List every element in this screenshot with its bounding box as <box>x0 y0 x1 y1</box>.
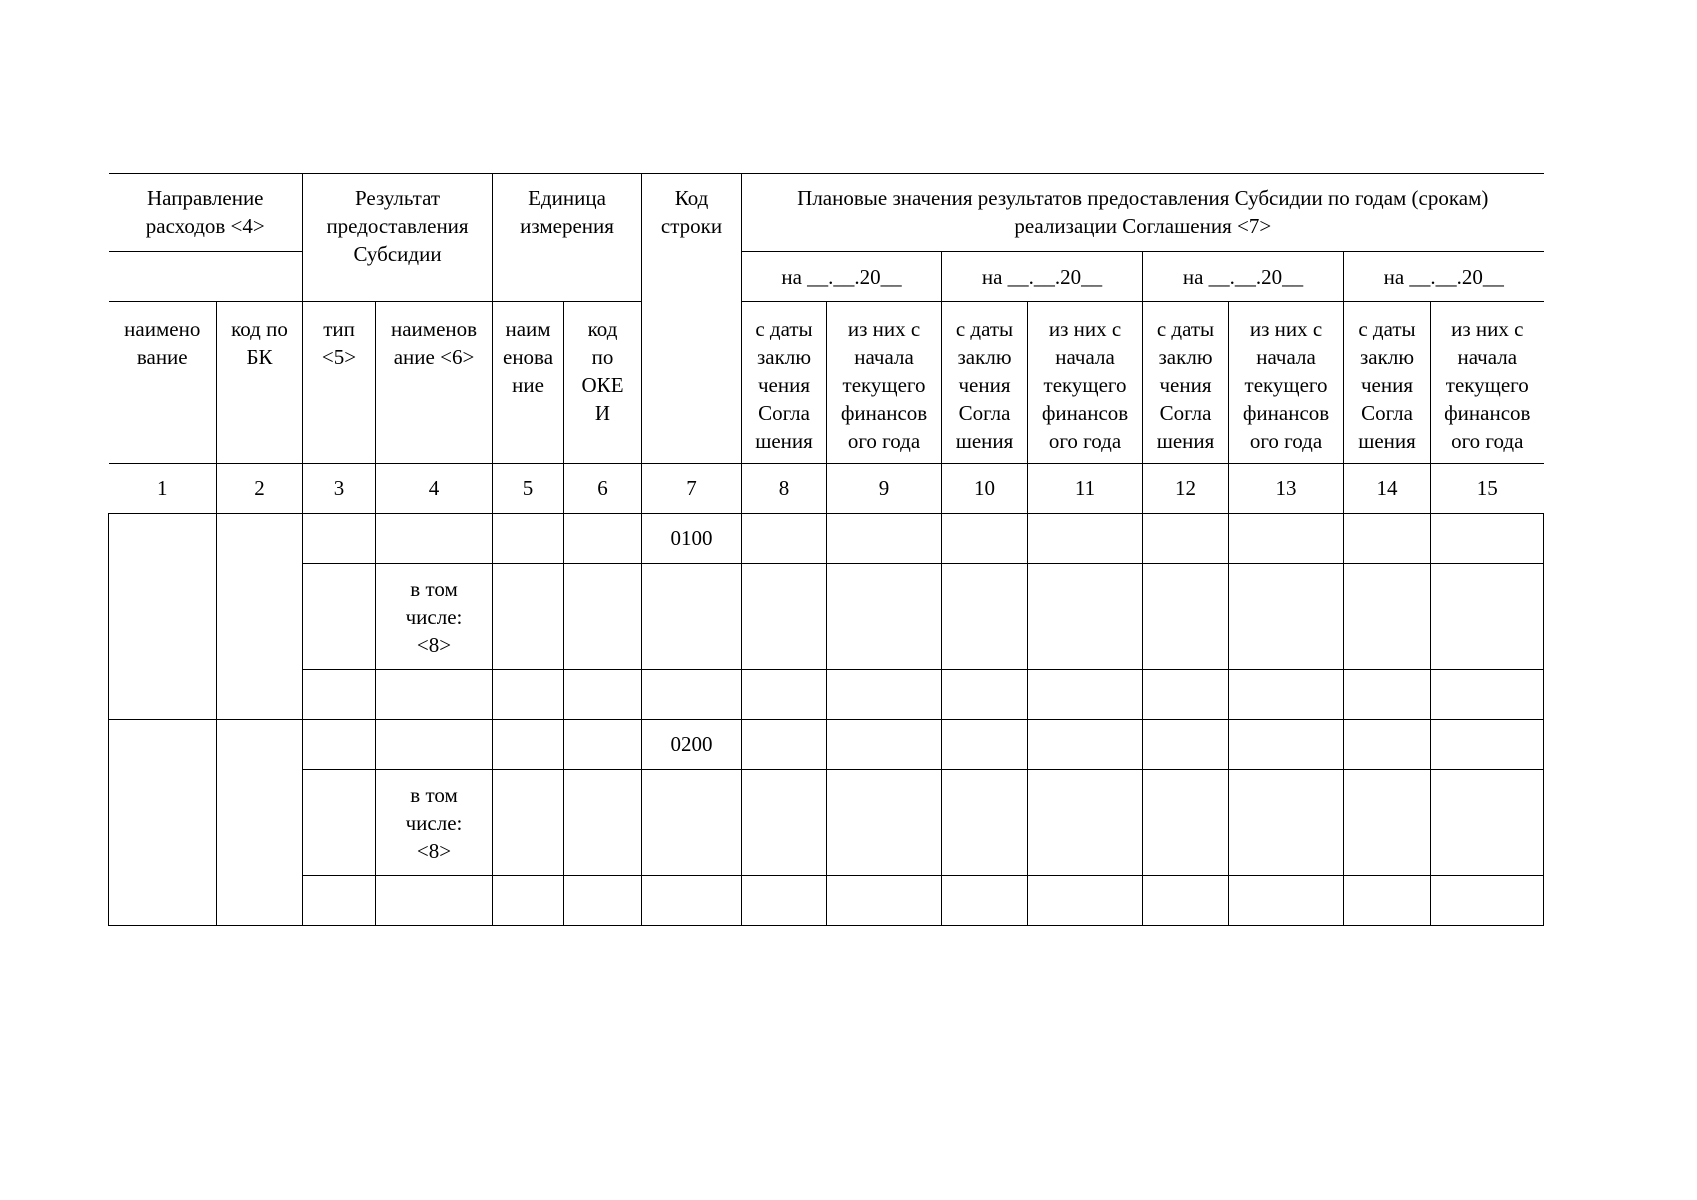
result-type-cell <box>303 720 376 770</box>
value-cell <box>827 514 942 564</box>
value-cell <box>1143 770 1229 876</box>
column-number: 15 <box>1431 464 1544 514</box>
date-header-2: на __.__.20__ <box>942 252 1143 302</box>
value-cell <box>942 564 1028 670</box>
result-name-cell <box>376 720 493 770</box>
value-cell <box>1143 564 1229 670</box>
unit-header: Единица измерения <box>493 174 642 302</box>
line-code-cell: 0200 <box>642 720 742 770</box>
value-cell <box>1028 564 1143 670</box>
date-header-1: на __.__.20__ <box>742 252 942 302</box>
result-type-cell <box>303 514 376 564</box>
since-signing-header-2: с даты заклю чения Согла шения <box>942 302 1028 464</box>
result-name-cell <box>376 670 493 720</box>
line-code-cell: 0100 <box>642 514 742 564</box>
value-cell <box>942 876 1028 926</box>
value-cell <box>1229 720 1344 770</box>
unit-name-cell <box>493 770 564 876</box>
line-code-cell <box>642 564 742 670</box>
value-cell <box>1431 670 1544 720</box>
column-number: 5 <box>493 464 564 514</box>
column-number: 11 <box>1028 464 1143 514</box>
table-row <box>109 670 1544 720</box>
direction-header: Направление расходов <4> <box>109 174 303 252</box>
direction-name-cell <box>109 514 217 720</box>
column-number: 12 <box>1143 464 1229 514</box>
value-cell <box>1344 770 1431 876</box>
value-cell <box>1431 514 1544 564</box>
since-year-start-header-3: из них с начала текущего финансов ого года <box>1229 302 1344 464</box>
column-number: 6 <box>564 464 642 514</box>
value-cell <box>1028 770 1143 876</box>
column-number: 3 <box>303 464 376 514</box>
unit-code-cell <box>564 770 642 876</box>
unit-name-cell <box>493 876 564 926</box>
value-cell <box>1229 564 1344 670</box>
unit-code-header: код по ОКЕ И <box>564 302 642 464</box>
since-year-start-header-4: из них с начала текущего финансов ого года <box>1431 302 1544 464</box>
unit-code-cell <box>564 564 642 670</box>
since-signing-header-3: с даты заклю чения Согла шения <box>1143 302 1229 464</box>
including-label: в том числе: <8> <box>376 564 493 670</box>
table-row <box>109 876 1544 926</box>
result-type-cell <box>303 564 376 670</box>
column-number: 14 <box>1344 464 1431 514</box>
direction-header-spacer <box>109 252 303 302</box>
value-cell <box>1143 876 1229 926</box>
result-type-cell <box>303 876 376 926</box>
value-cell <box>1229 876 1344 926</box>
value-cell <box>1344 514 1431 564</box>
value-cell <box>1143 720 1229 770</box>
line-code-cell <box>642 876 742 926</box>
value-cell <box>942 670 1028 720</box>
since-signing-header-1: с даты заклю чения Согла шения <box>742 302 827 464</box>
since-year-start-header-1: из них с начала текущего финансов ого года <box>827 302 942 464</box>
result-name-header: наименов ание <6> <box>376 302 493 464</box>
result-name-cell <box>376 514 493 564</box>
since-signing-header-4: с даты заклю чения Согла шения <box>1344 302 1431 464</box>
value-cell <box>742 876 827 926</box>
value-cell <box>1431 564 1544 670</box>
value-cell <box>1344 564 1431 670</box>
value-cell <box>942 770 1028 876</box>
column-number: 10 <box>942 464 1028 514</box>
column-number: 2 <box>217 464 303 514</box>
value-cell <box>1344 670 1431 720</box>
header-row-1 <box>109 174 1544 252</box>
direction-code-header: код по БК <box>217 302 303 464</box>
value-cell <box>1229 770 1344 876</box>
value-cell <box>827 876 942 926</box>
value-cell <box>1028 876 1143 926</box>
unit-code-cell <box>564 670 642 720</box>
value-cell <box>827 670 942 720</box>
column-number: 8 <box>742 464 827 514</box>
direction-name-header: наимено вание <box>109 302 217 464</box>
including-label: в том числе: <8> <box>376 770 493 876</box>
since-year-start-header-2: из них с начала текущего финансов ого года <box>1028 302 1143 464</box>
column-number: 7 <box>642 464 742 514</box>
unit-name-header: наим енова ние <box>493 302 564 464</box>
table-row <box>109 770 1544 876</box>
value-cell <box>827 770 942 876</box>
value-cell <box>1143 670 1229 720</box>
column-number: 13 <box>1229 464 1344 514</box>
value-cell <box>1431 770 1544 876</box>
value-cell <box>742 770 827 876</box>
table-row <box>109 564 1544 670</box>
value-cell <box>1431 720 1544 770</box>
value-cell <box>1229 670 1344 720</box>
value-cell <box>742 670 827 720</box>
value-cell <box>827 720 942 770</box>
planned-values-header: Плановые значения результатов предоставления Субсидии по годам (срокам) реализации Соглашения <7> <box>742 174 1544 252</box>
table-row <box>109 514 1544 564</box>
line-code-cell <box>642 770 742 876</box>
table-row <box>109 720 1544 770</box>
line-code-cell <box>642 670 742 720</box>
value-cell <box>942 720 1028 770</box>
value-cell <box>1344 720 1431 770</box>
unit-name-cell <box>493 564 564 670</box>
result-type-header: тип <5> <box>303 302 376 464</box>
date-header-4: на __.__.20__ <box>1344 252 1544 302</box>
unit-code-cell <box>564 720 642 770</box>
planned-values-table <box>108 173 1544 926</box>
column-number: 1 <box>109 464 217 514</box>
value-cell <box>1344 876 1431 926</box>
value-cell <box>1028 670 1143 720</box>
unit-code-cell <box>564 514 642 564</box>
column-number: 4 <box>376 464 493 514</box>
result-type-cell <box>303 670 376 720</box>
column-number: 9 <box>827 464 942 514</box>
result-name-cell <box>376 876 493 926</box>
date-header-3: на __.__.20__ <box>1143 252 1344 302</box>
value-cell <box>1431 876 1544 926</box>
header-row-3 <box>109 302 1544 464</box>
value-cell <box>827 564 942 670</box>
unit-name-cell <box>493 720 564 770</box>
value-cell <box>742 720 827 770</box>
value-cell <box>1143 514 1229 564</box>
value-cell <box>1028 720 1143 770</box>
direction-code-cell <box>217 720 303 926</box>
direction-name-cell <box>109 720 217 926</box>
column-numbers-row <box>109 464 1544 514</box>
result-header: Результат предоставления Субсидии <box>303 174 493 302</box>
unit-name-cell <box>493 670 564 720</box>
value-cell <box>1229 514 1344 564</box>
unit-name-cell <box>493 514 564 564</box>
value-cell <box>942 514 1028 564</box>
line-code-header: Код строки <box>642 174 742 464</box>
value-cell <box>1028 514 1143 564</box>
value-cell <box>742 564 827 670</box>
direction-code-cell <box>217 514 303 720</box>
result-type-cell <box>303 770 376 876</box>
unit-code-cell <box>564 876 642 926</box>
value-cell <box>742 514 827 564</box>
